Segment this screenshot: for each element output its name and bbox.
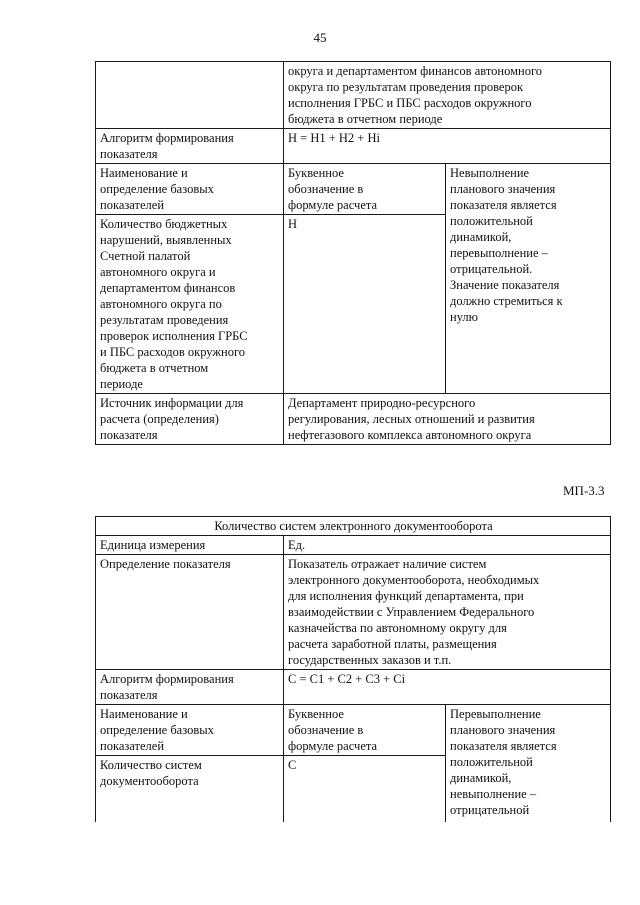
algorithm-formula: С = С1 + С2 + С3 + Сi [284,670,611,705]
table-row [96,394,611,445]
table-row [96,705,611,756]
definition-label: Определение показателя [96,555,284,670]
base-indicators-label: Наименование и определение базовых показателей [96,705,284,756]
table-row [96,129,611,164]
page-number: 45 [313,30,327,45]
source-label: Источник информации для расчета (определения) показателя [96,394,284,445]
letter-designation-header: Буквенное обозначение в формуле расчета [284,705,446,756]
section-code: МП-3.3 [563,483,605,498]
table-row [96,517,611,536]
base-indicator-letter: С [284,756,446,823]
source-value: Департамент природно-ресурсного регулирования, лесных отношений и развития нефтегазового комплекса автономного округа [284,394,611,445]
letter-designation-header: Буквенное обозначение в формуле расчета [284,164,446,215]
table-row [96,164,611,215]
base-indicator-name: Количество бюджетных нарушений, выявленных Счетной палатой автономного округа и департаментом финансов автономного округа по результатам проведения проверок исполнения ГРБС и ПБС расходов окружного бюджета в отчетном периоде [96,215,284,394]
dynamics-description: Перевыполнение планового значения показателя является положительной динамикой, невыполнение – отрицательной [446,705,611,823]
base-indicator-name: Количество систем документооборота [96,756,284,823]
empty-cell [96,62,284,129]
algorithm-label: Алгоритм формирования показателя [96,670,284,705]
unit-label: Единица измерения [96,536,284,555]
base-indicator-letter: Н [284,215,446,394]
algorithm-formula: Н = Н1 + Н2 + Нi [284,129,611,164]
base-indicators-label: Наименование и определение базовых показателей [96,164,284,215]
table-row [96,555,611,670]
table-row [96,670,611,705]
algorithm-label: Алгоритм формирования показателя [96,129,284,164]
unit-value: Ед. [284,536,611,555]
dynamics-description: Невыполнение планового значения показателя является положительной динамикой, перевыполнение – отрицательной. Значение показателя должно стремиться к нулю [446,164,611,394]
table-title: Количество систем электронного документооборота [96,517,611,536]
table-row [96,62,611,129]
indicator-table-continued [95,61,611,445]
indicator-table [95,516,611,822]
table-row [96,536,611,555]
continuation-text: округа и департаментом финансов автономного округа по результатам проведения проверок исполнения ГРБС и ПБС расходов окружного бюджета в отчетном периоде [284,62,611,129]
definition-value: Показатель отражает наличие систем электронного документооборота, необходимых для исполнения функций департамента, при взаимодействии с Управлением Федерального казначейства по автономному округу для расчета заработной платы, размещения государственных заказов и т.п. [284,555,611,670]
